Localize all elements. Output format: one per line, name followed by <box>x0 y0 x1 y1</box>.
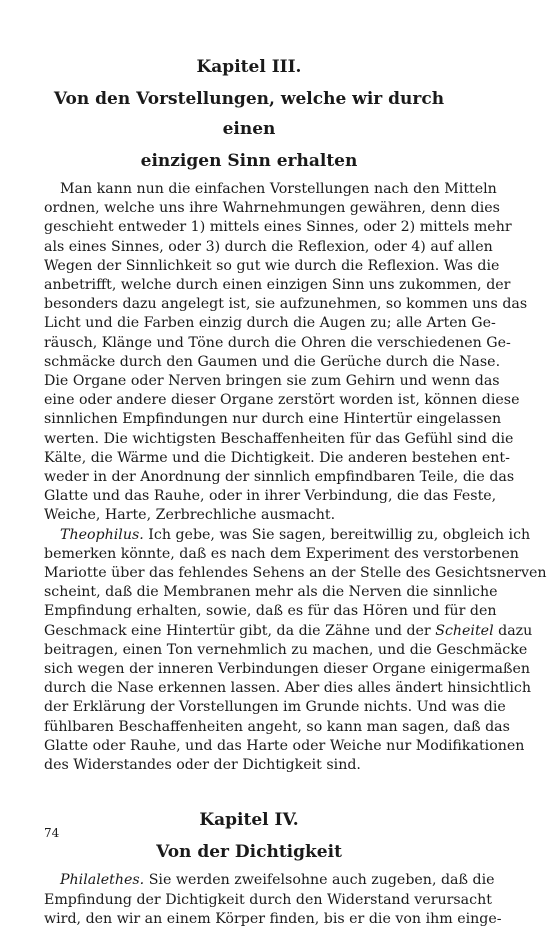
text-column <box>44 52 547 929</box>
paragraph-line: Empfindung erhalten, sowie, daß es für das Hören und für den <box>44 603 497 620</box>
paragraph-line: bemerken könnte, daß es nach dem Experiment des verstorbenen <box>44 545 519 562</box>
paragraph-line: der Erklärung der Vorstellungen im Grunde nichts. Und was die <box>44 699 506 716</box>
paragraph-line: geschieht entweder 1) mittels eines Sinnes, oder 2) mittels mehr <box>44 219 512 236</box>
paragraph-line: des Widerstandes oder der Dichtigkeit sind. <box>44 757 361 774</box>
paragraph-line: Geschmack eine Hintertür gibt, da die Zähne und der Scheitel dazu <box>44 622 533 639</box>
paragraph-line: Mariotte über das fehlendes Sehens an der Stelle des Gesichtsnerven <box>44 565 547 582</box>
paragraph-line: besonders dazu angelegt ist, sie aufzunehmen, so kommen uns das <box>44 296 528 313</box>
paragraph-line: eine oder andere dieser Organe zerstört worden ist, können diese <box>44 392 520 409</box>
paragraph-line: sich wegen der inneren Verbindungen dieser Organe einigermaßen <box>44 661 531 678</box>
paragraph-line: weder in der Anordnung der sinnlich empfindbaren Teile, die das <box>44 469 515 486</box>
speaker-name: Philalethes. <box>60 872 145 889</box>
paragraph-line: sinnlichen Empfindungen nur durch eine Hintertür eingelassen <box>44 411 502 428</box>
paragraph-line: räusch, Klänge und Töne durch die Ohren die verschiedenen Ge- <box>44 334 511 351</box>
chapter-4-heading: Kapitel IV. <box>199 810 299 831</box>
paragraph-line: beitragen, einen Ton vernehmlich zu machen, und die Geschmäcke <box>44 641 528 658</box>
chapter-4-title: Von der Dichtigkeit <box>156 842 342 863</box>
paragraph-line: Licht und die Farben einzig durch die Augen zu; alle Arten Ge- <box>44 315 496 332</box>
paragraph-line: Man kann nun die einfachen Vorstellungen nach den Mitteln <box>60 181 497 197</box>
paragraph-line: scheint, daß die Membranen mehr als die Nerven die sinnliche <box>44 584 498 601</box>
emphasis-word: Scheitel <box>435 622 494 639</box>
paragraph-line: Die Organe oder Nerven bringen sie zum Gehirn und wenn das <box>44 373 500 390</box>
paragraph-line: Glatte und das Rauhe, oder in ihrer Verbindung, die das Feste, <box>44 488 497 505</box>
paragraph-line: Empfindung der Dichtigkeit durch den Widerstand verursacht <box>44 891 492 908</box>
paragraph-line: Weiche, Harte, Zerbrechliche ausmacht. <box>44 507 336 524</box>
paragraph-line: anbetrifft, welche durch einen einzigen Sinn uns zukommen, der <box>44 277 511 294</box>
paragraph-line: durch die Nase erkennen lassen. Aber dies alles ändert hinsichtlich <box>44 680 531 697</box>
chapter-3-paragraph-2 <box>44 526 547 776</box>
paragraph-line: werten. Die wichtigsten Beschaffenheiten für das Gefühl sind die <box>44 430 514 447</box>
paragraph-line: als eines Sinnes, oder 3) durch die Reflexion, oder 4) auf allen <box>44 238 493 255</box>
chapter-3-heading: Kapitel III. <box>196 57 302 77</box>
paragraph-line: Kälte, die Wärme und die Dichtigkeit. Die anderen bestehen ent- <box>44 449 510 466</box>
paragraph-line: Philalethes. Sie werden zweifelsohne auch zugeben, daß die <box>60 872 495 889</box>
paragraph-line: Theophilus. Ich gebe, was Sie sagen, bereitwillig zu, obgleich ich <box>60 526 531 543</box>
page-number: 74 <box>44 826 60 840</box>
paragraph-line: fühlbaren Beschaffenheiten angeht, so kann man sagen, daß das <box>44 718 510 735</box>
chapter-3-title-line-2: einzigen Sinn erhalten <box>140 151 358 171</box>
chapter-3-title-line-1: Von den Vorstellungen, welche wir durch einen <box>53 89 445 139</box>
paragraph-line: Glatte oder Rauhe, und das Harte oder Weiche nur Modifikationen <box>44 737 525 754</box>
paragraph-line: wird, den wir an einem Körper finden, bis er die von ihm einge- <box>44 910 502 927</box>
paragraph-line: Wegen der Sinnlichkeit so gut wie durch die Reflexion. Was die <box>44 257 500 274</box>
paragraph-line: schmäcke durch den Gaumen und die Gerüche durch die Nase. <box>44 353 501 370</box>
speaker-name: Theophilus. <box>60 526 144 543</box>
chapter-3-paragraph-1 <box>44 180 528 526</box>
paragraph-line: ordnen, welche uns ihre Wahrnehmungen gewähren, denn dies <box>44 200 500 217</box>
